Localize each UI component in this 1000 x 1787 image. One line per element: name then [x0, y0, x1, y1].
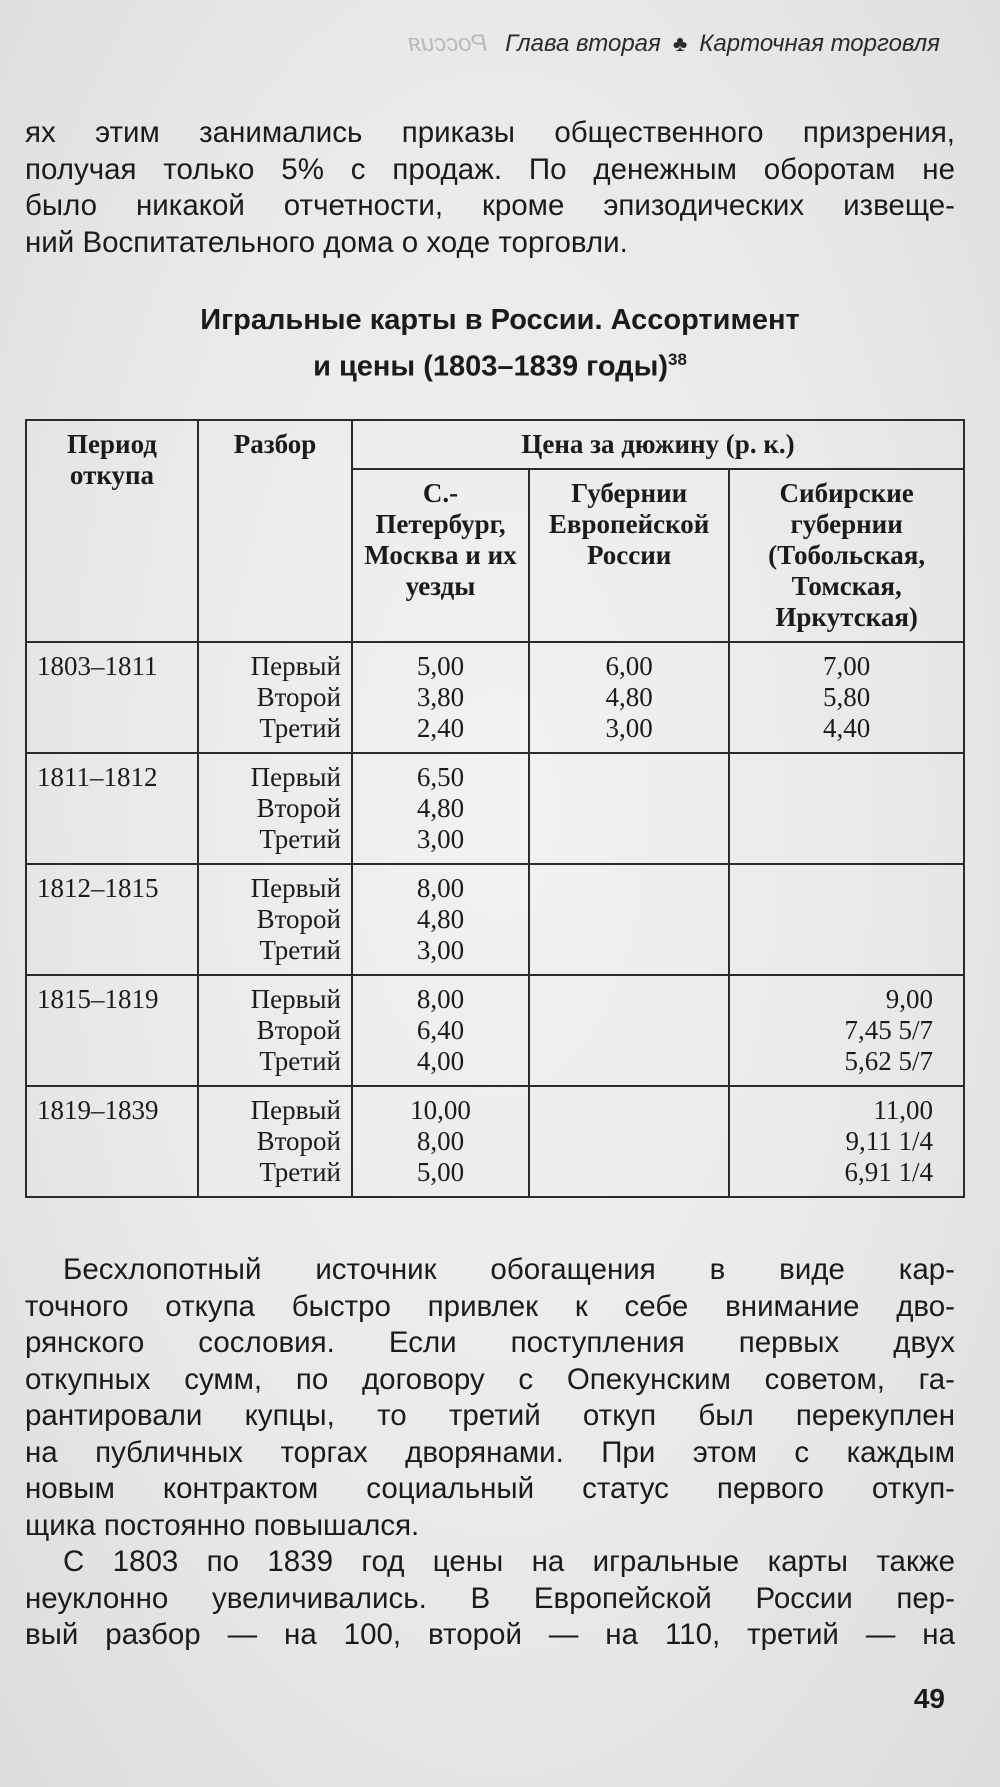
- table-row: [26, 642, 964, 753]
- cell-european-value: [540, 935, 718, 966]
- cell-european: [529, 642, 729, 753]
- cell-sort-value: Первый: [250, 1095, 341, 1125]
- cell-sort: [198, 864, 352, 975]
- cell-siberian-value: 5,80: [823, 682, 871, 712]
- cell-european-value: [540, 1046, 718, 1077]
- cell-sort-value: Второй: [256, 1015, 341, 1045]
- header-spb: С.-Петербург, Москва и их уезды: [352, 469, 529, 642]
- text-line: ний Воспитательного дома о ходе торговли.: [25, 225, 628, 259]
- cell-sort-value: Второй: [256, 1126, 341, 1156]
- text-line: ях этим занимались приказы общественного призрения,: [25, 116, 955, 149]
- cell-spb-value: 5,00: [416, 1157, 465, 1187]
- text-line: рантировали купцы, то третий откуп был перекуплен: [25, 1399, 955, 1432]
- cell-siberian-value: 9,11 1/4: [845, 1126, 933, 1156]
- cell-spb-value: 6,50: [416, 762, 465, 792]
- cell-spb-value: 3,00: [416, 824, 465, 854]
- cell-period: 1803–1811: [26, 642, 198, 753]
- cell-period: 1811–1812: [26, 753, 198, 864]
- cell-european-value: 3,00: [605, 713, 653, 743]
- price-table: [25, 419, 965, 1198]
- cell-siberian-value: [740, 824, 953, 855]
- table-title: [25, 300, 975, 387]
- text-line: неуклонно увеличивались. В Европейской России пер-: [25, 1581, 955, 1615]
- cell-spb-value: 2,40: [416, 713, 465, 743]
- text-line: получая только 5% с продаж. По денежным оборотам не: [25, 152, 955, 186]
- cell-siberian-value: 7,45 5/7: [844, 1015, 933, 1045]
- cell-european-value: [540, 1157, 718, 1188]
- cell-sort-value: Второй: [256, 682, 341, 712]
- cell-european-value: [540, 904, 718, 935]
- page-number: 49: [913, 1683, 945, 1714]
- cell-sort: [198, 975, 352, 1086]
- cell-european-value: 6,00: [605, 651, 653, 681]
- table-row: [26, 1086, 964, 1197]
- cell-siberian-value: [740, 873, 953, 904]
- cell-spb-value: 4,80: [416, 904, 465, 934]
- text-line: щика постоянно повышался.: [25, 1508, 420, 1542]
- cell-sort-value: Третий: [259, 1046, 341, 1076]
- header-period: Период откупа: [26, 420, 198, 642]
- cell-sort: [198, 753, 352, 864]
- cell-spb-value: 3,80: [416, 682, 465, 712]
- cell-european-value: 4,80: [605, 682, 653, 712]
- cell-siberian-value: [740, 793, 953, 824]
- table-title-line2: и цены (1803–1839 годы)$^{38}$: [313, 350, 687, 383]
- cell-spb-value: 8,00: [416, 873, 465, 903]
- table-row: [26, 975, 964, 1086]
- cell-sort-value: Третий: [259, 1157, 341, 1187]
- cell-spb-value: 5,00: [416, 651, 465, 681]
- cell-sort-value: Второй: [256, 904, 341, 934]
- cell-siberian: [729, 975, 964, 1086]
- table-title-line1: Игральные карты в России. Ассортимент: [200, 304, 800, 336]
- cell-sort-value: Второй: [256, 793, 341, 823]
- cell-spb: [352, 1086, 529, 1197]
- cell-siberian-value: [740, 904, 953, 935]
- table-row: [26, 864, 964, 975]
- text-line: С 1803 по 1839 год цены на игральные карты также: [63, 1545, 955, 1578]
- text-line: точного откупа быстро привлек к себе внимание дво-: [25, 1289, 955, 1323]
- cell-sort-value: Третий: [259, 935, 341, 965]
- cell-european-value: [540, 873, 718, 904]
- cell-siberian-value: 9,00: [885, 984, 933, 1014]
- cell-spb-value: 8,00: [416, 1126, 465, 1156]
- cell-period: 1819–1839: [26, 1086, 198, 1197]
- cell-sort: [198, 642, 352, 753]
- cell-sort: [198, 1086, 352, 1197]
- cell-siberian: [729, 864, 964, 975]
- text-line: было никакой отчетности, кроме эпизодических извеще-: [25, 189, 955, 222]
- text-line: вый разбор — на 100, второй — на 110, третий — на: [25, 1618, 955, 1651]
- cell-siberian: [729, 1086, 964, 1197]
- cell-european: [529, 1086, 729, 1197]
- cell-spb-value: 4,00: [416, 1046, 465, 1076]
- cell-siberian: [729, 753, 964, 864]
- cell-siberian-value: [740, 762, 953, 793]
- cell-sort-value: Третий: [259, 713, 341, 743]
- text-line: новым контрактом социальный статус первого откуп-: [25, 1472, 955, 1505]
- text-line: на публичных торгах дворянами. При этом с каждым: [25, 1435, 955, 1469]
- footnote-ref: 38: [668, 350, 687, 369]
- table-row: [26, 753, 964, 864]
- cell-european-value: [540, 1015, 718, 1046]
- cell-sort-value: Первый: [250, 984, 341, 1014]
- cell-siberian-value: 4,40: [823, 713, 871, 743]
- text-line: откупных сумм, по договору с Опекунским советом, га-: [25, 1362, 955, 1396]
- cell-sort-value: Первый: [250, 762, 341, 792]
- cell-european: [529, 864, 729, 975]
- header-siberian: Сибирские губернии (Тобольская, Томская, Иркутская): [729, 469, 964, 642]
- cell-european-value: [540, 762, 718, 793]
- cell-european-value: [540, 793, 718, 824]
- cell-spb-value: 6,40: [416, 1015, 465, 1045]
- cell-siberian-value: 5,62 5/7: [844, 1046, 933, 1076]
- cell-siberian: [729, 642, 964, 753]
- header-price: Цена за дюжину (р. к.): [352, 420, 964, 469]
- cell-sort-value: Первый: [250, 651, 341, 681]
- cell-european: [529, 753, 729, 864]
- cell-spb-value: 4,80: [416, 793, 465, 823]
- cell-siberian-value: 6,91 1/4: [844, 1157, 933, 1187]
- paragraph-nobility: [25, 1252, 955, 1544]
- cell-spb-value: 10,00: [410, 1095, 471, 1125]
- cell-period: 1812–1815: [26, 864, 198, 975]
- cell-spb-value: 8,00: [416, 984, 465, 1014]
- cell-spb: [352, 753, 529, 864]
- cell-european-value: [540, 1095, 718, 1126]
- cell-spb: [352, 864, 529, 975]
- cell-sort-value: Первый: [250, 873, 341, 903]
- club-ornament-icon: ♣: [672, 31, 688, 56]
- cell-period: 1815–1819: [26, 975, 198, 1086]
- cell-spb: [352, 975, 529, 1086]
- cell-spb-value: 3,00: [416, 935, 465, 965]
- header-european: Губернии Европейской России: [529, 469, 729, 642]
- cell-spb: [352, 642, 529, 753]
- cell-european: [529, 975, 729, 1086]
- cell-european-value: [540, 984, 718, 1015]
- text-line: рянского сословия. Если поступления первых двух: [25, 1326, 955, 1359]
- cell-siberian-value: [740, 935, 953, 966]
- section-title: Карточная торговля: [699, 30, 940, 57]
- cell-sort-value: Третий: [259, 824, 341, 854]
- header-sort: Разбор: [198, 420, 352, 642]
- bleed-through-text: Россия: [407, 30, 488, 57]
- cell-siberian-value: 11,00: [873, 1095, 933, 1125]
- text-line: Бесхлопотный источник обогащения в виде кар-: [63, 1253, 955, 1286]
- chapter-title: Глава вторая: [505, 30, 661, 57]
- cell-european-value: [540, 1126, 718, 1157]
- cell-siberian-value: 7,00: [823, 651, 871, 681]
- paragraph-intro: [25, 115, 955, 261]
- paragraph-prices: [25, 1544, 955, 1654]
- cell-european-value: [540, 824, 718, 855]
- running-header: [360, 30, 940, 58]
